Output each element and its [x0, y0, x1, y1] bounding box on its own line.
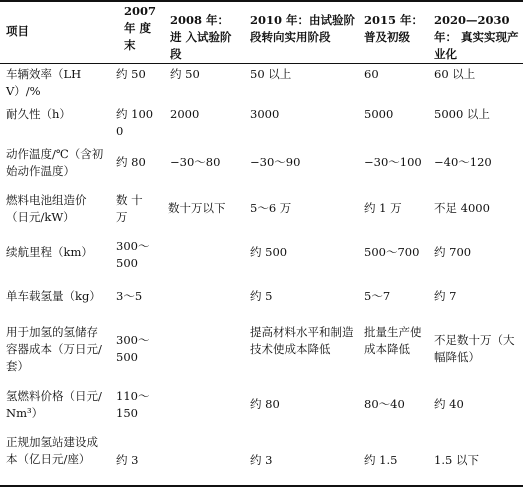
cell-2030: 约 40	[434, 396, 464, 411]
header-2008: 2008 年：进 入试验阶段	[170, 13, 232, 61]
cell-2015: 约 1.5	[364, 452, 398, 467]
table-header	[0, 0, 523, 64]
cell-2010: 5〜6 万	[250, 200, 292, 215]
table-row	[0, 144, 523, 190]
cell-2007: 约 1000	[116, 106, 154, 138]
cell-2015: 批量生产使成本降低	[364, 324, 422, 356]
cell-2030: 60 以上	[434, 67, 476, 81]
cell-2007: 3〜5	[116, 288, 143, 303]
cell-2007: 约 3	[116, 452, 139, 467]
row-label: 用于加氢的氢储存容器成本（万日元/套）	[6, 324, 102, 373]
cell-2010: 50 以上	[250, 67, 292, 81]
header-row	[0, 0, 523, 64]
cell-2008: −30〜80	[170, 154, 221, 169]
header-item: 项目	[6, 24, 29, 38]
table-row	[0, 318, 523, 384]
cell-2007: 数 十 万	[116, 192, 143, 224]
cell-2030: 不足数十万（大幅降低）	[434, 332, 515, 364]
table-row	[0, 236, 523, 280]
cell-2010: 3000	[250, 106, 280, 121]
cell-2015: 60	[364, 67, 379, 81]
row-label: 车辆效率（LHV）/%	[6, 67, 82, 98]
cell-2010: 约 5	[250, 288, 273, 303]
cell-2030: 约 7	[434, 288, 457, 303]
cell-2008	[160, 236, 242, 280]
cell-2010: 约 3	[250, 452, 273, 467]
cell-2008: 2000	[170, 106, 200, 121]
cell-2007: 300〜 500	[116, 238, 150, 270]
cell-2007: 约 80	[116, 154, 146, 169]
cell-2015: 80〜40	[364, 396, 405, 411]
header-2015: 2015 年： 普及初级	[364, 13, 424, 44]
cell-2010: −30〜90	[250, 154, 301, 169]
row-label: 续航里程（km）	[6, 244, 93, 259]
cell-2008: 数十万以下	[168, 200, 226, 215]
cell-2007: 约 50	[116, 67, 146, 81]
row-label: 燃料电池组造价（日元/kW）	[6, 192, 87, 224]
table-row	[0, 428, 523, 486]
table-row	[0, 64, 523, 104]
cell-2010: 约 500	[250, 244, 288, 259]
table-row	[0, 280, 523, 318]
table-row	[0, 104, 523, 144]
cell-2008	[160, 428, 242, 486]
header-2007: 2007 年 度 末	[124, 4, 157, 52]
cell-2008	[160, 280, 242, 318]
row-label: 正规加氢站建设成本（亿日元/座）	[6, 434, 98, 466]
cell-2010: 提高材料水平和制造技术使成本降低	[250, 324, 354, 356]
table-row	[0, 190, 523, 236]
cell-2015: 约 1 万	[364, 200, 402, 215]
cell-2008	[160, 384, 242, 428]
table-row	[0, 384, 523, 428]
cell-2030: 不足 4000	[434, 200, 490, 215]
header-2030: 2020—2030 年： 真实实现产业化	[434, 13, 519, 61]
cell-2030: 5000 以上	[434, 106, 490, 121]
cell-2015: 5〜7	[364, 288, 391, 303]
cell-2007: 110〜 150	[116, 388, 150, 420]
cell-2015: −30〜100	[364, 154, 422, 169]
cell-2008	[160, 318, 242, 384]
cell-2030: −40〜120	[434, 154, 492, 169]
row-label: 动作温度/℃（含初始动作温度）	[6, 146, 104, 178]
row-label: 耐久性（h）	[6, 106, 71, 121]
header-2010: 2010 年：由试验阶 段转向实用阶段	[250, 13, 356, 44]
cell-2007: 300〜 500	[116, 332, 150, 364]
row-label: 氢燃料价格（日元/Nm³）	[6, 388, 102, 420]
cell-2030: 约 700	[434, 244, 472, 259]
cell-2008: 约 50	[170, 67, 200, 81]
cell-2010: 约 80	[250, 396, 280, 411]
table-body	[0, 64, 523, 486]
row-label: 单车载氢量（kg）	[6, 288, 101, 303]
cell-2030: 1.5 以下	[434, 452, 479, 467]
cell-2015: 500〜700	[364, 244, 420, 259]
cell-2015: 5000	[364, 106, 394, 121]
